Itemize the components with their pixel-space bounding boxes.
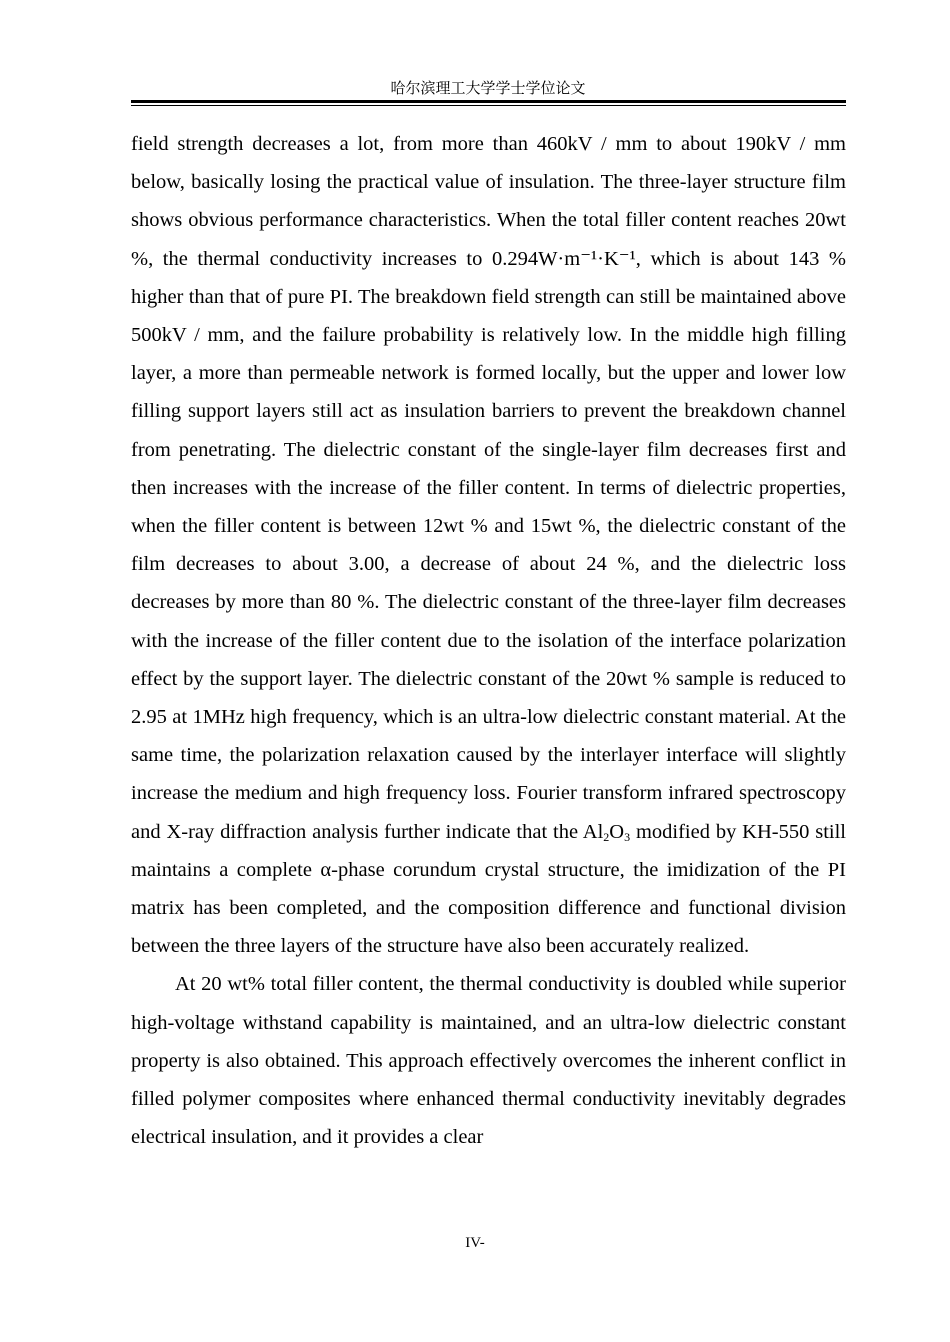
page-number: IV- <box>465 1235 485 1251</box>
paragraph-1-text-a: field strength decreases a lot, from more than 460kV / mm to about 190kV / mm below, basically losing the practical value of insulation. The three-layer structure film shows obvious performance characteristics. When the total filler content reaches 20wt %, the thermal conductivity increases to 0.294W·m⁻¹·K⁻¹, which is about 143 % higher than that of pure PI. The breakdown field strength can still be maintained above 500kV / mm, and the failure probability is relatively low. In the middle high filling layer, a more than permeable network is formed locally, but the upper and lower low filling support layers still act as insulation barriers to prevent the breakdown channel from penetrating. The dielectric constant of the single-layer film decreases first and then increases with the increase of the filler content. In terms of dielectric properties, when the filler content is between 12wt % and 15wt %, the dielectric constant of the film decreases to about 3.00, a decrease of about 24 %, and the dielectric loss decreases by more than 80 %. The dielectric constant of the three-layer film decreases with the increase of the filler content due to the isolation of the interface polarization effect by the support layer. The dielectric constant of the 20wt % sample is reduced to 2.95 at 1MHz high frequency, which is an ultra-low dielectric constant material. At the same time, the polarization relaxation caused by the interlayer interface will slightly increase the medium and high frequency loss. Fourier transform infrared spectroscopy and X-ray diffraction analysis further indicate that the Al <box>131 133 846 843</box>
subscript-3: 3 <box>624 829 631 844</box>
header-rule-thin <box>131 105 846 106</box>
page-header-title: 哈尔滨理工大学学士学位论文 <box>390 79 586 97</box>
paragraph-2: At 20 wt% total filler content, the thermal conductivity is doubled while superior high-voltage withstand capability is maintained, and an ultra-low dielectric constant property is also obtained. This approach effectively overcomes the inherent conflict in filled polymer composites where enhanced thermal conductivity inevitably degrades electrical insulation, and it provides a clear <box>131 973 846 1149</box>
paragraph-1 <box>131 125 846 965</box>
paragraph-1-text-b: modified by KH-550 still maintains a complete α-phase corundum crystal structure, the imidization of the PI matrix has been completed, and the composition difference and functional division between the three layers of the structure have also been accurately realized. <box>131 820 846 958</box>
subscript-2: 2 <box>603 829 610 844</box>
header-rule-thick <box>131 100 846 103</box>
body-text <box>131 125 846 1156</box>
oxygen-symbol: O <box>609 820 625 843</box>
